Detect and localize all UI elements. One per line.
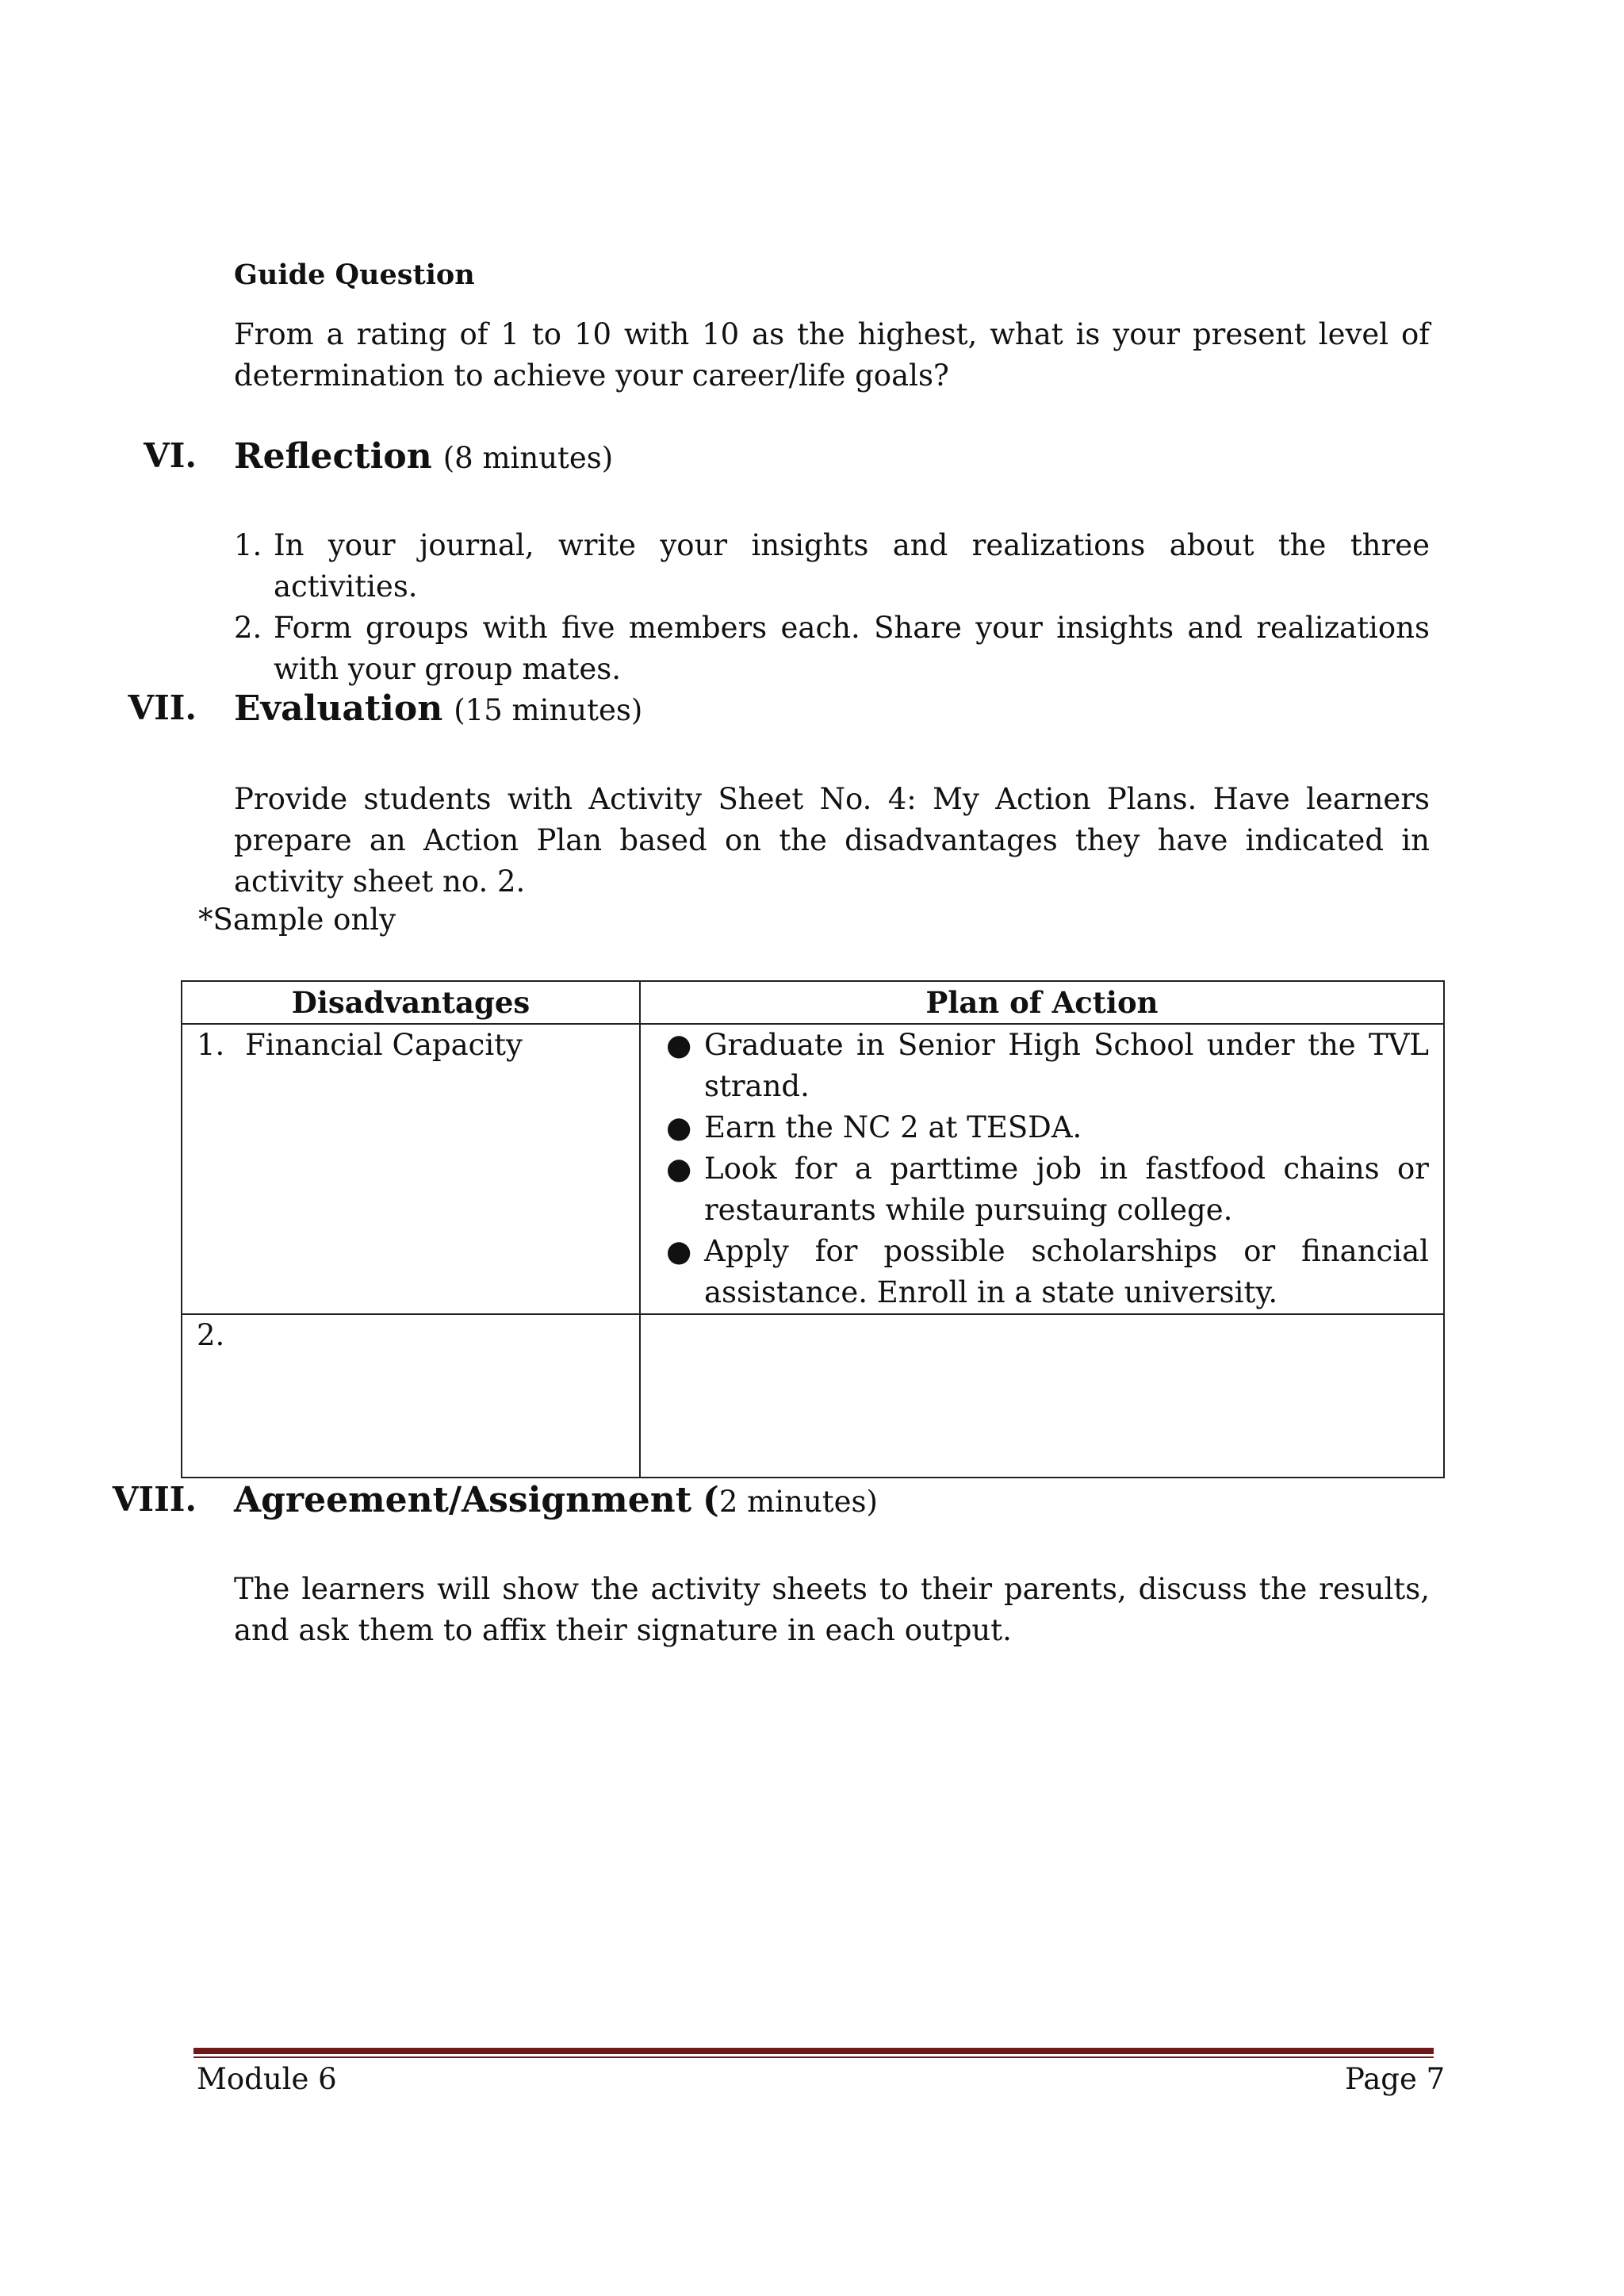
- footer-rule-thick: [193, 2048, 1434, 2054]
- action-plan-table: [181, 980, 1445, 1478]
- bullet-icon: ●: [666, 1110, 692, 1144]
- header-plan-of-action: Plan of Action: [640, 981, 1444, 1024]
- bullet-icon: ●: [666, 1234, 692, 1268]
- list-item-number: 2.: [234, 611, 262, 645]
- table-row: [182, 1024, 1444, 1314]
- header-disadvantages: Disadvantages: [182, 981, 640, 1024]
- disadvantage-cell: [182, 1314, 640, 1478]
- plan-item-text: Earn the NC 2 at TESDA.: [704, 1110, 1082, 1144]
- table-row: [182, 1314, 1444, 1478]
- row-number: 1.: [197, 1028, 225, 1062]
- plan-item-text: Graduate in Senior High School under the TVL strand.: [704, 1028, 1429, 1103]
- reflection-duration: (8 minutes): [442, 441, 614, 475]
- plan-list: [655, 1025, 1429, 1313]
- disadvantage-text: Financial Capacity: [245, 1028, 523, 1062]
- list-item-number: 1.: [234, 528, 262, 562]
- section-number-viii: VIII.: [112, 1480, 197, 1519]
- agreement-paren: (: [703, 1480, 719, 1520]
- reflection-title: Reflection: [234, 436, 432, 477]
- section-title-evaluation: [234, 688, 642, 729]
- evaluation-title: Evaluation: [234, 688, 443, 729]
- guide-question-text: From a rating of 1 to 10 with 10 as the highest, what is your present level of determination to achieve your career/life goals?: [234, 317, 1430, 393]
- footer-rule: [193, 2048, 1434, 2059]
- list-item: [234, 608, 1430, 690]
- section-title-agreement: [234, 1480, 878, 1520]
- guide-question-title: Guide Question: [234, 259, 475, 291]
- section-title-reflection: [234, 436, 613, 477]
- disadvantage-cell: [182, 1024, 640, 1314]
- section-number-vii: VII.: [128, 688, 197, 727]
- section-number-vi: VI.: [144, 436, 197, 475]
- footer-module-label: Module 6: [197, 2062, 337, 2096]
- evaluation-duration: (15 minutes): [454, 693, 643, 727]
- plan-item-text: Apply for possible scholarships or financial assistance. Enroll in a state university.: [704, 1234, 1429, 1309]
- list-item: [234, 525, 1430, 608]
- agreement-text: The learners will show the activity sheets to their parents, discuss the results, and ask them to affix their signature in each output.: [234, 1572, 1430, 1647]
- plan-item: [655, 1148, 1429, 1231]
- plan-item-text: Look for a parttime job in fastfood chains or restaurants while pursuing college.: [704, 1152, 1429, 1227]
- footer-rule-thin: [193, 2056, 1434, 2058]
- plan-item: [655, 1025, 1429, 1107]
- bullet-icon: ●: [666, 1152, 692, 1186]
- plan-cell: [640, 1024, 1444, 1314]
- sample-note: *Sample only: [198, 903, 396, 937]
- table-header-row: [182, 981, 1444, 1024]
- list-item-text: Form groups with five members each. Share your insights and realizations with your group mates.: [274, 611, 1430, 686]
- plan-cell: [640, 1314, 1444, 1478]
- row-number: 2.: [197, 1318, 225, 1352]
- plan-item: [655, 1231, 1429, 1313]
- agreement-duration: 2 minutes): [718, 1485, 878, 1519]
- footer-page-number: Page 7: [1345, 2062, 1446, 2096]
- evaluation-text: Provide students with Activity Sheet No. 4: My Action Plans. Have learners prepare an Action Plan based on the disadvantages they have indicated in activity sheet no. 2.: [234, 782, 1430, 899]
- plan-item: [655, 1107, 1429, 1148]
- bullet-icon: ●: [666, 1028, 692, 1062]
- reflection-list: [234, 525, 1430, 690]
- list-item-text: In your journal, write your insights and realizations about the three activities.: [274, 528, 1430, 604]
- agreement-title: Agreement/Assignment: [234, 1480, 692, 1520]
